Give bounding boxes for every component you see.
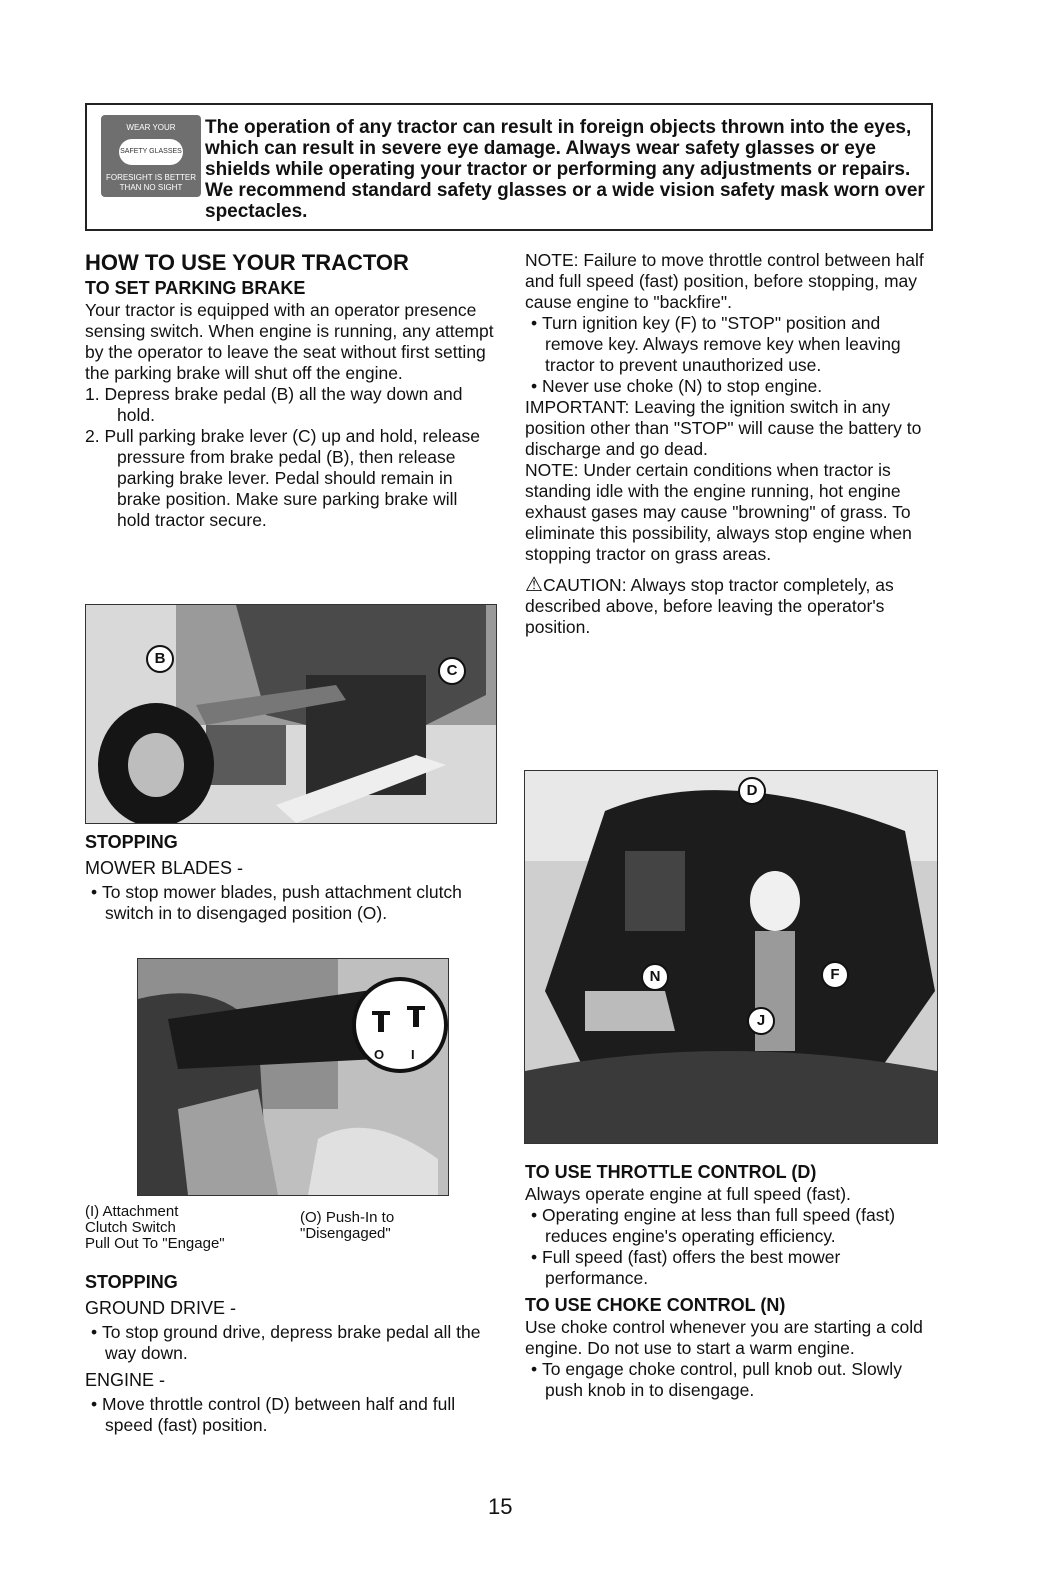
stopping-heading: STOPPING — [85, 832, 178, 852]
note-browning: NOTE: Under certain conditions when tractor is standing idle with the engine running, hot engine exhaust gases may cause "browning" of grass. To eliminate this possibility, always stop engine when stopping tractor on grass areas. — [525, 460, 912, 564]
bullet-text: Full speed (fast) offers the best mower performance. — [542, 1247, 841, 1288]
caption-attachment-switch — [85, 1204, 285, 1252]
bullet-text: To engage choke control, pull knob out. Slowly push knob in to disengage. — [542, 1359, 902, 1400]
symbol-off: O — [374, 1047, 385, 1062]
safety-warning-box — [85, 103, 933, 231]
right-column-bottom — [525, 1160, 937, 1401]
caption-push-in — [300, 1210, 490, 1242]
bullet-text: To stop mower blades, push attachment clutch switch in to disengaged position (O). — [102, 882, 462, 923]
callout-c: C — [438, 657, 466, 685]
callout-n: N — [641, 963, 669, 991]
parking-brake-intro: Your tractor is equipped with an operator presence sensing switch. When engine is running, any attempt by the operator to leave the seat without first setting the parking brake will shut off the engine. — [85, 300, 494, 383]
callout-f: F — [821, 961, 849, 989]
important-note: IMPORTANT: Leaving the ignition switch in any position other than "STOP" will cause the battery to discharge and go dead. — [525, 397, 922, 459]
bullet-text: Move throttle control (D) between half and full speed (fast) position. — [102, 1394, 456, 1435]
caption-line: (I) Attachment — [85, 1203, 179, 1220]
clutch-switch-figure — [137, 958, 449, 1196]
callout-j: J — [747, 1007, 775, 1035]
caption-line: Pull Out To "Engage" — [85, 1235, 225, 1252]
caption-line: "Disengaged" — [300, 1225, 391, 1242]
icon-text-line: WEAR YOUR — [126, 123, 176, 132]
clutch-switch-illustration — [138, 959, 448, 1195]
parking-step: 2. Pull parking brake lever (C) up and hold, release pressure from brake pedal (B), then release parking brake lever. Pedal should remain in brake position. Make sure parking brake will hold tractor secure. — [85, 426, 480, 530]
throttle-bullet: • Operating engine at less than full speed (fast) reduces engine's operating efficiency. — [531, 1205, 896, 1246]
parking-brake-figure — [85, 604, 497, 824]
glasses-shape — [119, 139, 183, 165]
choke-intro: Use choke control whenever you are starting a cold engine. Do not use to start a warm engine. — [525, 1317, 923, 1358]
warning-triangle-icon: ⚠ — [525, 574, 543, 596]
icon-text-line: FORESIGHT IS BETTER — [105, 173, 197, 182]
caution-text: CAUTION: Always stop tractor completely, as described above, before leaving the operator's position. — [525, 575, 894, 637]
stopping-drive-section — [85, 1270, 500, 1436]
parking-brake-illustration — [86, 605, 496, 823]
dashboard-illustration — [525, 771, 937, 1143]
page-title: HOW TO USE YOUR TRACTOR — [85, 250, 409, 275]
left-column-top — [85, 250, 495, 531]
mower-blades-bullet: • To stop mower blades, push attachment clutch switch in to disengaged position (O). — [91, 882, 462, 923]
parking-step: 1. Depress brake pedal (B) all the way down and hold. — [85, 384, 463, 425]
caution-note — [525, 575, 937, 638]
safety-glasses-icon — [101, 115, 201, 197]
choke-warning-bullet: • Never use choke (N) to stop engine. — [531, 376, 823, 396]
bullet-text: Never use choke (N) to stop engine. — [542, 376, 823, 396]
mower-blades-subheading: MOWER BLADES - — [85, 858, 244, 878]
bullet-text: Turn ignition key (F) to "STOP" position and remove key. Always remove key when leaving tractor to prevent unauthorized use. — [542, 313, 901, 375]
engine-bullet: • Move throttle control (D) between half and full speed (fast) position. — [91, 1394, 456, 1435]
symbol-on: I — [411, 1047, 415, 1062]
page-number: 15 — [488, 1494, 513, 1519]
caption-line: Clutch Switch — [85, 1219, 176, 1236]
ground-drive-bullet: • To stop ground drive, depress brake pedal all the way down. — [91, 1322, 481, 1363]
throttle-bullet: • Full speed (fast) offers the best mower performance. — [531, 1247, 841, 1288]
choke-heading: TO USE CHOKE CONTROL (N) — [525, 1295, 786, 1315]
parking-brake-heading: TO SET PARKING BRAKE — [85, 278, 306, 298]
callout-b: B — [146, 645, 174, 673]
bullet-text: To stop ground drive, depress brake pedal all the way down. — [102, 1322, 481, 1363]
throttle-heading: TO USE THROTTLE CONTROL (D) — [525, 1162, 817, 1182]
note-backfire: NOTE: Failure to move throttle control between half and full speed (fast) position, before stopping, may cause engine to "backfire". — [525, 250, 924, 312]
ground-drive-subheading: GROUND DRIVE - — [85, 1298, 237, 1318]
icon-text-line: THAN NO SIGHT — [119, 183, 183, 192]
right-column-top — [525, 250, 937, 638]
throttle-intro: Always operate engine at full speed (fast). — [525, 1184, 851, 1204]
dashboard-figure — [524, 770, 938, 1144]
bullet-text: Operating engine at less than full speed (fast) reduces engine's operating efficiency. — [542, 1205, 896, 1246]
warning-text: The operation of any tractor can result in foreign objects thrown into the eyes, which can result in severe eye damage. Always wear safety glasses or eye shields while operating your tractor or performing any adjustments or repairs. We recommend standard safety glasses or a wide vision safety mask worn over spectacles. — [205, 117, 925, 222]
choke-bullet: • To engage choke control, pull knob out. Slowly push knob in to disengage. — [531, 1359, 902, 1400]
callout-d: D — [738, 777, 766, 805]
ignition-bullet: • Turn ignition key (F) to "STOP" position and remove key. Always remove key when leaving tractor to prevent unauthorized use. — [531, 313, 901, 375]
engine-subheading: ENGINE - — [85, 1370, 166, 1390]
stopping-heading: STOPPING — [85, 1272, 178, 1292]
icon-text-line: SAFETY GLASSES — [120, 148, 182, 155]
caption-line: (O) Push-In to — [300, 1209, 395, 1226]
stopping-blades-section — [85, 830, 495, 924]
